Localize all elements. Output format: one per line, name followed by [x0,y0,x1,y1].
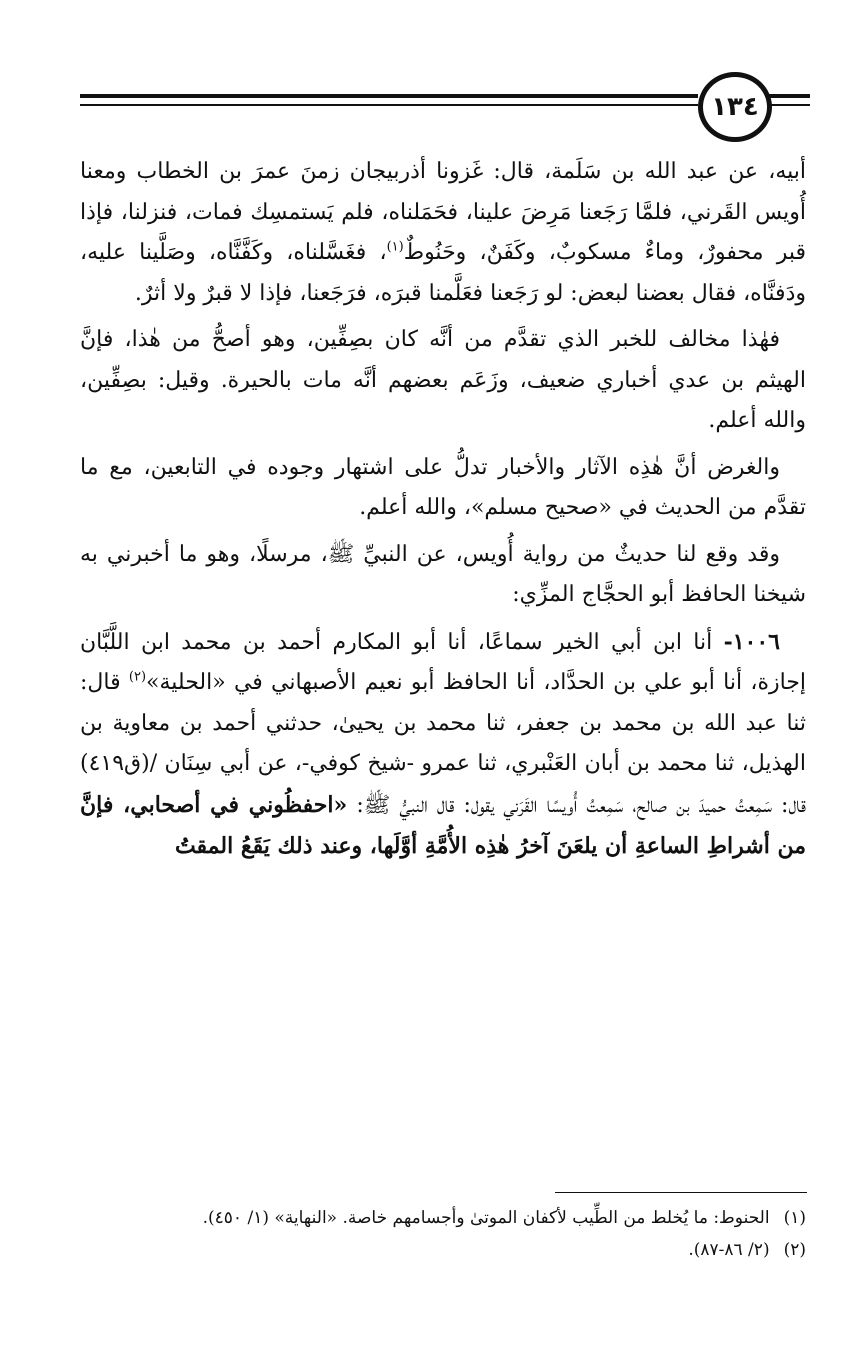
paragraph-4: وقد وقع لنا حديثٌ من رواية أُويس، عن النبيِّ ﷺ، مرسلًا، وهو ما أخبرني به شيخنا الحافظ أبو الحجَّاج المزِّي: [80,541,806,607]
footnote-2-number: (٢) [783,1240,806,1260]
page-header [80,70,810,140]
footnote-divider [555,1192,807,1193]
footnotes [80,1202,806,1266]
paragraph-3: والغرض أنَّ هٰذِه الآثار والأخبار تدلُّ على اشتهار وجوده في التابعين، مع ما تقدَّم من الحديث في «صحيح مسلم»، والله أعلم. [80,454,806,520]
header-rule-right-thick [768,94,810,98]
header-rule-thick [80,94,698,98]
hadith-text: «احفظُوني في أصحابي، فإنَّ من أشراطِ الساعةِ أن يلعَنَ آخرُ هٰذِه الأُمَّةِ أوَّلَها، وعند ذلك يَقَعُ المقتُ [80,791,806,859]
hadith-paragraph [80,622,806,868]
paragraph-2: فهٰذا مخالف للخبر الذي تقدَّم من أنَّه كان بصِفِّين، وهو أصحُّ من هٰذا، فإنَّ الهيثم بن عدي أخباري ضعيف، وزَعَم بعضهم أنَّه مات بالحيرة. وقيل: بصِفِّين، والله أعلم. [80,327,806,433]
footnote-ref-2: (٢) [128,669,147,685]
header-rule-thin [80,104,698,106]
footnote-1-number: (١) [783,1208,806,1228]
footnote-1-text: الحنوط: ما يُخلط من الطِّيب لأكفان الموتىٰ وأجسامهم خاصة. «النهاية» (١/ ٤٥٠). [202,1208,770,1228]
main-text [80,152,806,874]
paragraph-1 [80,152,806,314]
paragraph-1-text: أبيه، عن عبد الله بن سَلَمة، قال: غَزونا أذربيجان زمنَ عمرَ بن الخطاب ومعنا أُويس القَرني، فلمَّا رَجَعنا مَرِضَ علينا، فحَمَلناه، فلم يَستمسِك فمات، فنزلنا، فإذا قبر محفورٌ، وماءٌ مسكوبٌ، وكَفَنٌ، وحَنُوطٌ [80,159,806,265]
page-number: ١٣٤ [698,72,772,142]
footnote-ref-1: (١) [386,239,404,255]
footnote-2-text: (٢/ ٨٦-٨٧). [688,1240,770,1260]
footnote-2 [80,1234,806,1266]
header-rule-right-thin [768,104,810,106]
hadith-chain-2: قال: ثنا عبد الله بن محمد بن جعفر، ثنا محمد بن يحيىٰ، حدثني أحمد بن معاوية بن الهذيل، ثنا محمد بن أبان العَنْبري، ثنا عمرو -شيخ كوفي-، عن أبي سِنَان /(ق٤١٩) قال: سَمِعتُ حميدَ بن صالح، سَمِعتُ أُويسًا القَرَني يقول: قال النبيُّ ﷺ: [80,670,806,818]
footnote-1 [80,1202,806,1234]
paragraph-1-continued: ، فغَسَّلناه، وكَفَّنَّاه، وصَلَّينا عليه، ودَفنَّاه، فقال بعضنا لبعض: لو رَجَعنا فعَلَّمنا قبرَه، فرَجَعنا، فإذا لا قبرٌ ولا أثرٌ. [80,240,806,306]
hadith-chain-1: أنا ابن أبي الخير سماعًا، أنا أبو المكارم أحمد بن محمد ابن اللَّبَّان إجازة، أنا أبو علي بن الحدَّاد، أنا الحافظ أبو نعيم الأصبهاني في «الحلية» [80,629,807,695]
hadith-number: ١٠٠٦- [723,628,780,655]
